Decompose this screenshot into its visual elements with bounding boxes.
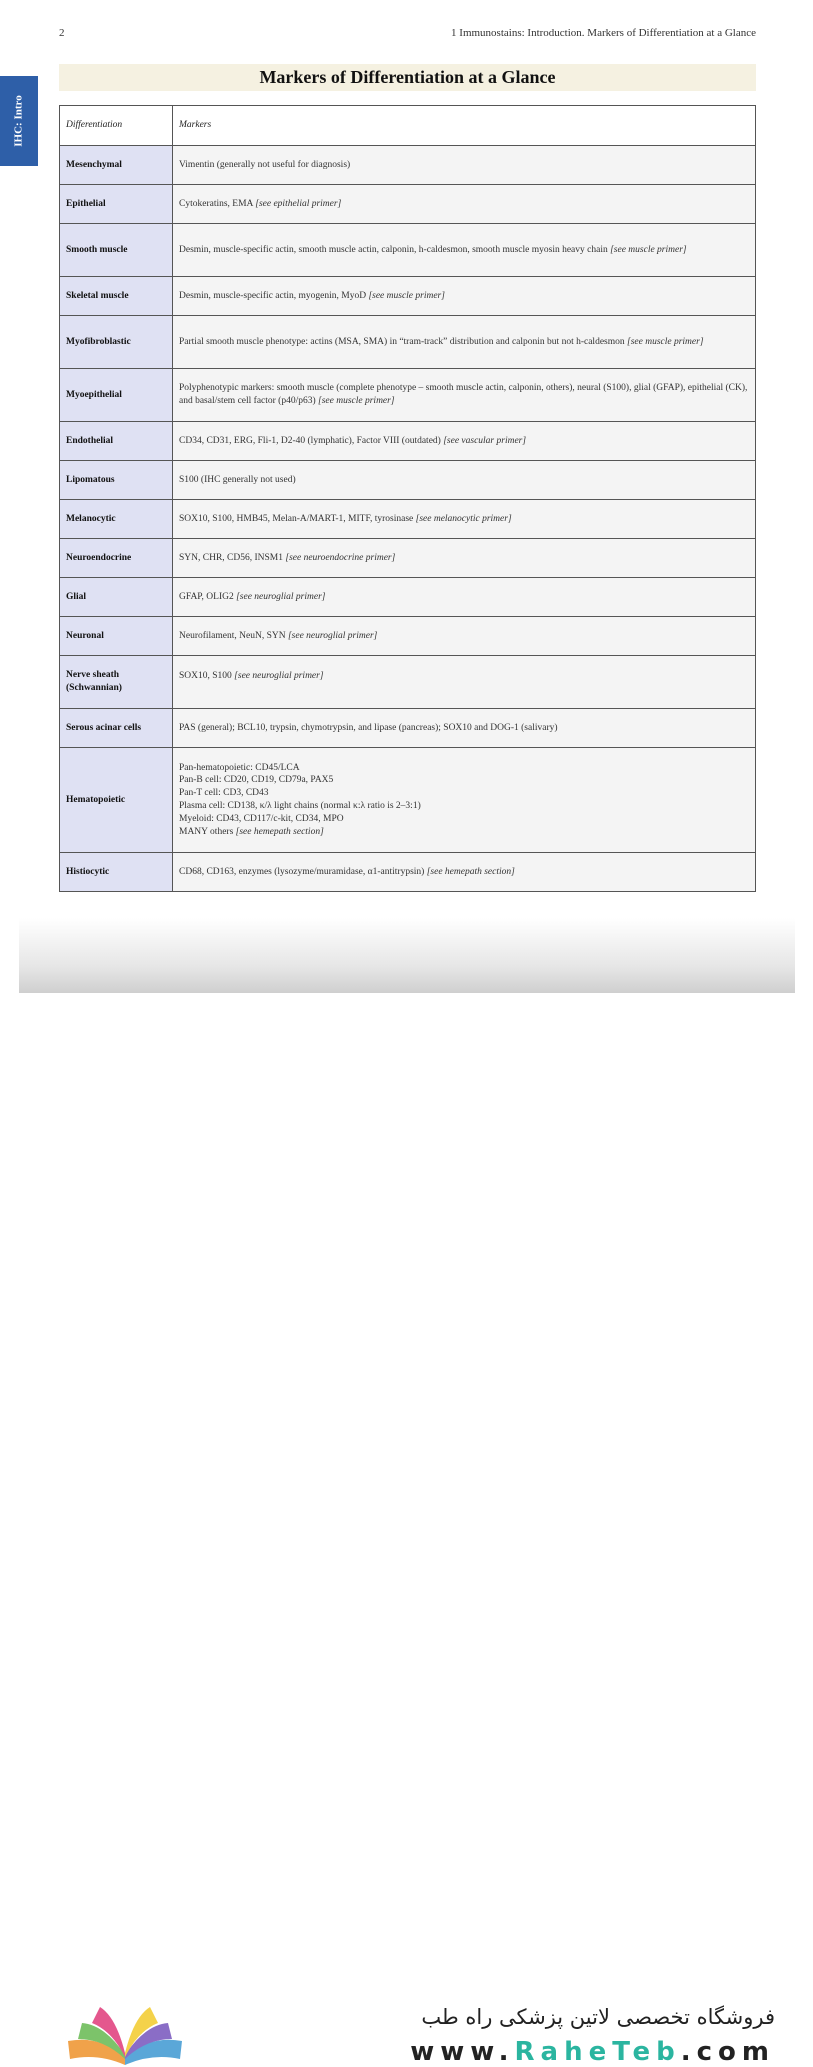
- markers-cell: [173, 617, 756, 656]
- url-suffix: .com: [680, 2037, 775, 2067]
- table-header-row: [60, 106, 756, 146]
- differentiation-cell: Neuroendocrine: [60, 539, 173, 578]
- marker-line: [179, 826, 749, 839]
- markers-cell: [173, 146, 756, 185]
- header-differentiation: Differentiation: [60, 106, 173, 146]
- differentiation-cell: Glial: [60, 578, 173, 617]
- differentiation-cell: Lipomatous: [60, 461, 173, 500]
- primer-reference: [see neuroendocrine primer]: [285, 552, 396, 563]
- marker-line: Pan-B cell: CD20, CD19, CD79a, PAX5: [179, 775, 334, 786]
- differentiation-cell: Melanocytic: [60, 500, 173, 539]
- differentiation-cell: Smooth muscle: [60, 224, 173, 277]
- table-row: [60, 224, 756, 277]
- markers-text: Neurofilament, NeuN, SYN: [179, 630, 288, 641]
- table-row: [60, 422, 756, 461]
- header-markers: Markers: [173, 106, 756, 146]
- side-tab-label: IHC: Intro: [13, 95, 26, 147]
- markers-text: Polyphenotypic markers: smooth muscle (complete phenotype – smooth muscle actin, calponin, others), neural (S100), glial (GFAP), epithelial (CK), and basal/stem cell factor (p40/p63): [179, 383, 748, 406]
- differentiation-cell: Skeletal muscle: [60, 277, 173, 316]
- differentiation-cell: Epithelial: [60, 185, 173, 224]
- differentiation-cell: Nerve sheath (Schwannian): [60, 656, 173, 709]
- markers-text: Desmin, muscle-specific actin, smooth muscle actin, calponin, h-caldesmon, smooth muscle myosin heavy chain: [179, 244, 611, 255]
- primer-reference: [see muscle primer]: [627, 336, 704, 347]
- markers-cell: [173, 224, 756, 277]
- table-row: [60, 617, 756, 656]
- primer-reference: [see muscle primer]: [368, 290, 445, 301]
- markers-text: PAS (general); BCL10, trypsin, chymotrypsin, and lipase (pancreas); SOX10 and DOG-1 (salivary): [179, 722, 558, 733]
- primer-reference: [see muscle primer]: [318, 396, 395, 406]
- markers-cell: [173, 853, 756, 892]
- url-accent: RaheTeb: [514, 2037, 681, 2067]
- markers-cell: [173, 461, 756, 500]
- primer-reference: [see vascular primer]: [443, 435, 527, 446]
- primer-reference: [see muscle primer]: [610, 244, 687, 255]
- page-title: Markers of Differentiation at a Glance: [259, 67, 556, 87]
- side-tab[interactable]: [0, 76, 38, 166]
- markers-cell: [173, 539, 756, 578]
- differentiation-cell: Hematopoietic: [60, 748, 173, 853]
- markers-text: Vimentin (generally not useful for diagnosis): [179, 159, 351, 170]
- table-row: [60, 185, 756, 224]
- markers-text: Desmin, muscle-specific actin, myogenin, MyoD: [179, 290, 369, 301]
- differentiation-cell: Histiocytic: [60, 853, 173, 892]
- primer-reference: [see neuroglial primer]: [287, 630, 378, 641]
- marker-line: Pan-T cell: CD3, CD43: [179, 788, 269, 799]
- markers-text: CD34, CD31, ERG, Fli-1, D2-40 (lymphatic), Factor VIII (outdated): [179, 435, 444, 446]
- table-row: [60, 709, 756, 748]
- primer-reference: [see neuroglial primer]: [234, 671, 324, 681]
- markers-text: Cytokeratins, EMA: [179, 198, 256, 209]
- markers-text: S100 (IHC generally not used): [179, 474, 296, 485]
- primer-reference: [see epithelial primer]: [255, 198, 342, 209]
- markers-cell: [173, 709, 756, 748]
- table-row: [60, 853, 756, 892]
- table-row: [60, 146, 756, 185]
- marker-line: Pan-hematopoietic: CD45/LCA: [179, 762, 300, 773]
- page-shadow-divider: [19, 918, 795, 993]
- markers-cell: [173, 185, 756, 224]
- title-bar: [59, 64, 756, 91]
- table-row: [60, 500, 756, 539]
- differentiation-cell: Myoepithelial: [60, 369, 173, 422]
- store-url[interactable]: [410, 2037, 775, 2067]
- running-head: 1 Immunostains: Introduction. Markers of Differentiation at a Glance: [451, 27, 756, 39]
- footer-banner: [0, 993, 813, 2067]
- differentiation-cell: Myofibroblastic: [60, 316, 173, 369]
- markers-cell: [173, 422, 756, 461]
- primer-reference: [see hemepath section]: [426, 866, 515, 877]
- markers-text: CD68, CD163, enzymes (lysozyme/muramidase, α1-antitrypsin): [179, 866, 427, 877]
- differentiation-cell: Serous acinar cells: [60, 709, 173, 748]
- markers-cell: [173, 316, 756, 369]
- url-prefix: www.: [410, 2037, 515, 2067]
- differentiation-cell: Mesenchymal: [60, 146, 173, 185]
- open-book-logo-icon: [60, 2001, 190, 2067]
- page-number: 2: [59, 27, 65, 39]
- primer-reference: [see neuroglial primer]: [236, 591, 326, 602]
- differentiation-cell: Neuronal: [60, 617, 173, 656]
- markers-cell: [173, 656, 756, 709]
- markers-cell: [173, 748, 756, 853]
- markers-text: SOX10, S100, HMB45, Melan-A/MART-1, MITF, tyrosinase: [179, 513, 416, 524]
- markers-text: SYN, CHR, CD56, INSM1: [179, 552, 286, 563]
- store-name: فروشگاه تخصصی لاتین پزشکی راه طب: [421, 2005, 775, 2029]
- markers-text: MANY others: [179, 826, 236, 837]
- table-row: [60, 277, 756, 316]
- markers-text: Partial smooth muscle phenotype: actins (MSA, SMA) in “tram-track” distribution and calponin but not h-caldesmon: [179, 336, 627, 347]
- table-row: [60, 461, 756, 500]
- primer-reference: [see hemepath section]: [235, 826, 324, 837]
- table-row: [60, 539, 756, 578]
- markers-cell: [173, 369, 756, 422]
- markers-text: GFAP, OLIG2: [179, 591, 237, 602]
- markers-text: SOX10, S100: [179, 671, 235, 681]
- primer-reference: [see melanocytic primer]: [415, 513, 512, 524]
- markers-table: [59, 105, 756, 892]
- markers-cell: [173, 578, 756, 617]
- table-row: [60, 578, 756, 617]
- table-row: [60, 748, 756, 853]
- table-row: [60, 656, 756, 709]
- marker-line: Plasma cell: CD138, κ/λ light chains (normal κ:λ ratio is 2–3:1): [179, 801, 421, 811]
- markers-cell: [173, 500, 756, 539]
- table-row: [60, 316, 756, 369]
- differentiation-cell: Endothelial: [60, 422, 173, 461]
- markers-cell: [173, 277, 756, 316]
- table-row: [60, 369, 756, 422]
- marker-line: Myeloid: CD43, CD117/c-kit, CD34, MPO: [179, 813, 344, 824]
